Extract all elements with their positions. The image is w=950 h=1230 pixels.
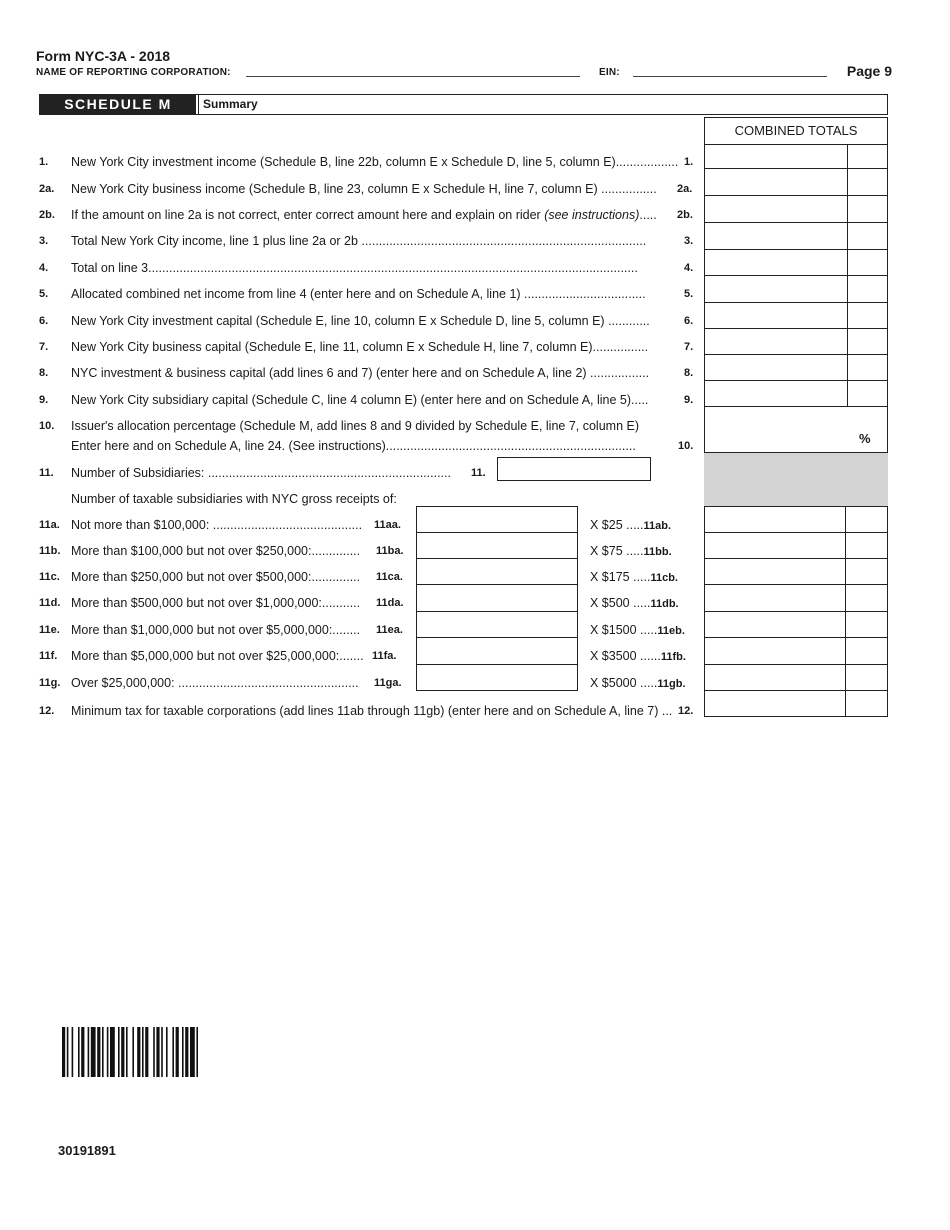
barcode-image (62, 1027, 274, 1077)
subsidiaries-count-field[interactable] (497, 457, 651, 481)
line-6-amount[interactable] (705, 303, 887, 329)
subsidiary-tax-amount[interactable] (704, 611, 888, 638)
line-8-amount[interactable] (705, 355, 887, 381)
subsidiary-count-input[interactable] (416, 664, 578, 691)
subsidiary-tax-amount[interactable] (704, 664, 888, 691)
line-10-percentage[interactable] (704, 407, 888, 453)
combined-totals-column (704, 145, 888, 407)
subsidiary-count-input[interactable] (416, 506, 578, 533)
subsidiary-tax-amount[interactable] (704, 584, 888, 612)
subsidiary-tax-amount[interactable] (704, 532, 888, 559)
schedule-name: SCHEDULE M (40, 95, 196, 114)
line-5-amount[interactable] (705, 276, 887, 303)
ein-label: EIN: (599, 67, 620, 78)
page-number: Page 9 (846, 63, 892, 79)
schedule-title: Summary (198, 95, 258, 114)
line-12-amount[interactable] (704, 690, 888, 717)
line-2a-amount[interactable] (705, 169, 887, 196)
subsidiary-count-input[interactable] (416, 584, 578, 612)
corporation-name-field[interactable] (246, 76, 580, 77)
corporation-name-label: NAME OF REPORTING CORPORATION: (36, 67, 231, 78)
line-3-amount[interactable] (705, 223, 887, 250)
ein-field[interactable] (633, 76, 827, 77)
shaded-area (704, 453, 888, 506)
line-4-amount[interactable] (705, 250, 887, 276)
subsidiary-count-input[interactable] (416, 611, 578, 638)
document-number: 30191891 (58, 1143, 116, 1158)
subsidiary-tax-amount[interactable] (704, 637, 888, 665)
subsidiary-tax-amount[interactable] (704, 558, 888, 585)
percent-sign: % (859, 431, 871, 446)
schedule-header (39, 94, 888, 115)
subsidiary-count-input[interactable] (416, 558, 578, 585)
subsidiary-tax-amount[interactable] (704, 506, 888, 533)
line-2b-amount[interactable] (705, 196, 887, 223)
subsidiary-count-input[interactable] (416, 637, 578, 665)
subsidiary-count-input[interactable] (416, 532, 578, 559)
line-7-amount[interactable] (705, 329, 887, 355)
subsidiaries-subheading: Number of taxable subsidiaries with NYC gross receipts of: (71, 492, 397, 506)
line-1-amount[interactable] (705, 145, 887, 169)
combined-totals-header: COMBINED TOTALS (704, 117, 888, 145)
line-9-amount[interactable] (705, 381, 887, 407)
form-title: Form NYC-3A - 2018 (36, 48, 171, 64)
